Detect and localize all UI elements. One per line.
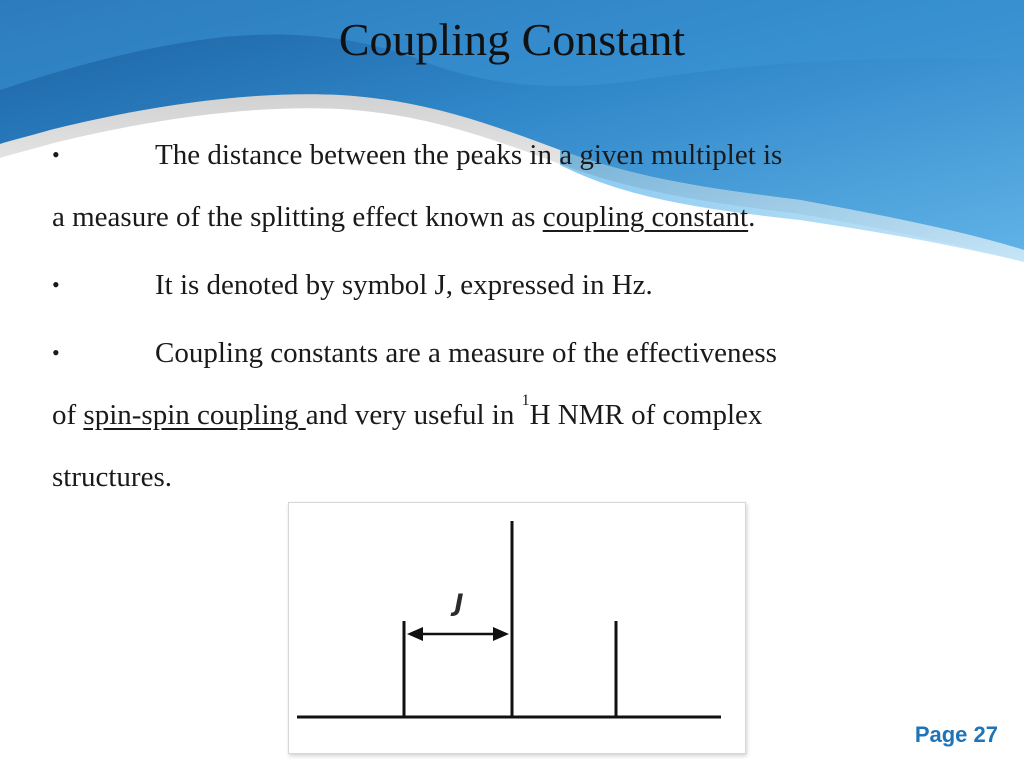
coupling-constant-link[interactable]: coupling constant (542, 201, 749, 233)
bullet-3-line2-before: of (52, 399, 84, 431)
j-arrow-left-head (407, 627, 423, 641)
bullet-paragraph-3 (52, 322, 982, 508)
bullet-paragraph-2 (52, 254, 982, 316)
slide-body (52, 124, 982, 514)
bullet-3-line2-after: H NMR of complex (529, 399, 763, 431)
j-arrow-right-head (493, 627, 509, 641)
slide-title: Coupling Constant (338, 14, 686, 65)
bullet-2-line1: It is denoted by symbol J, expressed in Hz. (155, 269, 653, 301)
superscript-one: 1 (521, 392, 530, 409)
j-label: J (454, 589, 464, 617)
bullet-1-line2-after: . (748, 201, 756, 233)
bullet-1-line1: The distance between the peaks in a given multiplet is (155, 139, 783, 171)
bullet-marker: • (52, 142, 60, 167)
bullet-1-line2-before: a measure of the splitting effect known as (52, 201, 543, 233)
bullet-marker: • (52, 272, 60, 297)
nmr-triplet-figure (288, 502, 746, 754)
bullet-3-line3: structures. (52, 461, 172, 493)
page-number: Page 27 (914, 722, 998, 747)
bullet-3-line2-mid: and very useful in (305, 399, 522, 431)
bullet-marker: • (52, 340, 60, 365)
bullet-3-line1: Coupling constants are a measure of the effectiveness (155, 337, 777, 369)
bullet-paragraph-1 (52, 124, 982, 248)
spin-spin-coupling-link[interactable]: spin-spin coupling (83, 399, 306, 431)
nmr-triplet-diagram (289, 503, 745, 753)
